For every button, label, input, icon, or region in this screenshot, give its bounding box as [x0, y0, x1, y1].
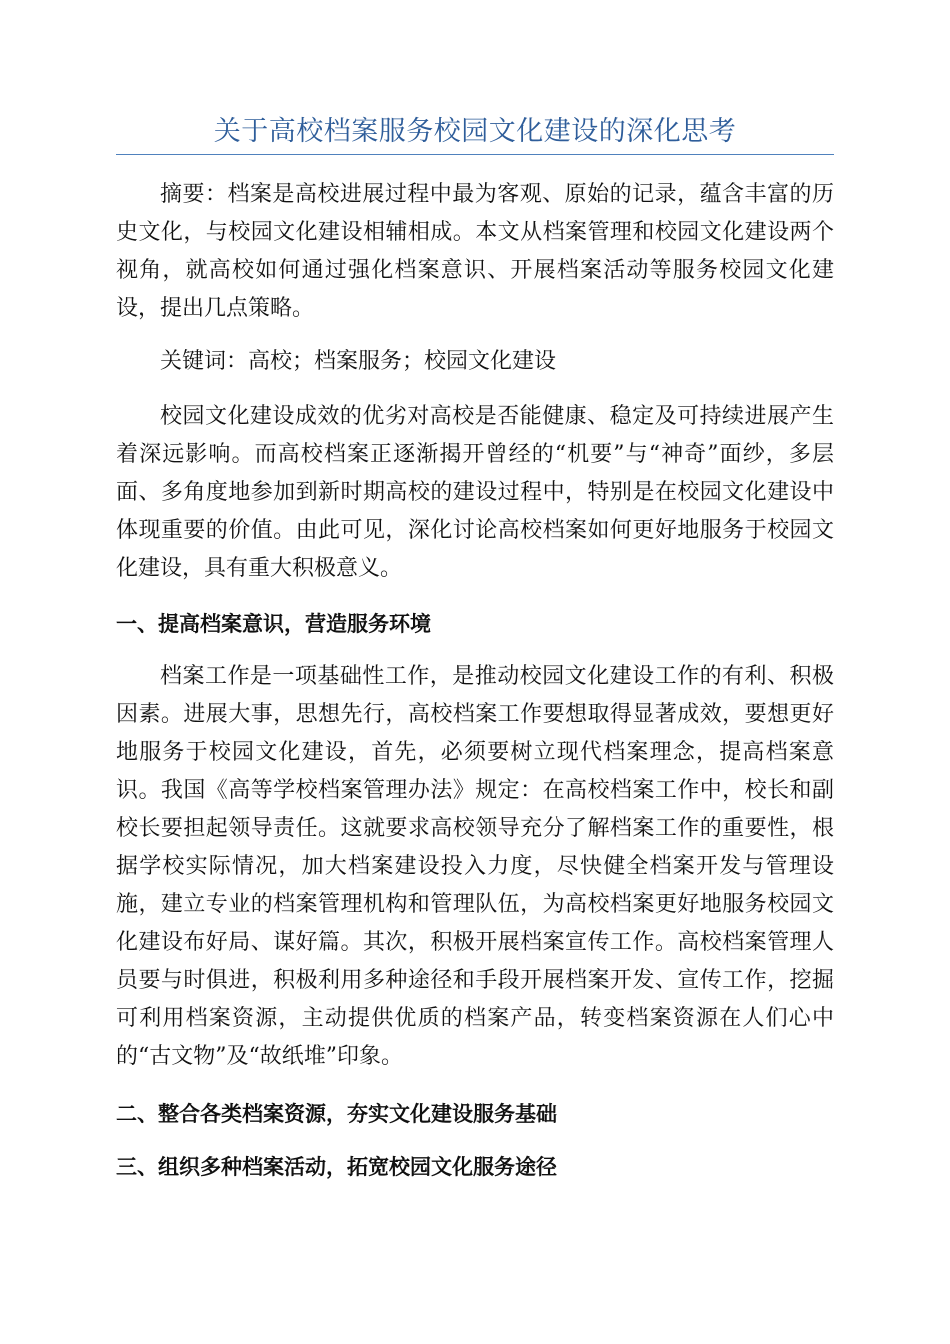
section-3-heading: 三、组织多种档案活动，拓宽校园文化服务途径: [116, 1155, 557, 1179]
section-1-heading: 一、提高档案意识，营造服务环境: [116, 612, 431, 636]
title-block: [116, 112, 834, 155]
abstract-paragraph: 摘要：档案是高校进展过程中最为客观、原始的记录，蕴含丰富的历史文化，与校园文化建设相辅相成。本文从档案管理和校园文化建设两个视角，就高校如何通过强化档案意识、开展档案活动等服务校园文化建设，提出几点策略。: [116, 182, 834, 321]
intro-paragraph: 校园文化建设成效的优劣对高校是否能健康、稳定及可持续进展产生着深远影响。而高校档案正逐渐揭开曾经的“机要”与“神奇”面纱，多层面、多角度地参加到新时期高校的建设过程中，特别是在校园文化建设中体现重要的价值。由此可见，深化讨论高校档案如何更好地服务于校园文化建设，具有重大积极意义。: [116, 404, 834, 581]
section-2-heading: 二、整合各类档案资源，夯实文化建设服务基础: [116, 1102, 557, 1126]
keywords-paragraph: 关键词：高校；档案服务；校园文化建设: [160, 349, 557, 374]
section-1-paragraph: 档案工作是一项基础性工作，是推动校园文化建设工作的有利、积极因素。进展大事，思想先行，高校档案工作要想取得显著成效，要想更好地服务于校园文化建设，首先，必须要树立现代档案理念，提高档案意识。我国《高等学校档案管理办法》规定：在高校档案工作中，校长和副校长要担起领导责任。这就要求高校领导充分了解档案工作的重要性，根据学校实际情况，加大档案建设投入力度，尽快健全档案开发与管理设施，建立专业的档案管理机构和管理队伍，为高校档案更好地服务校园文化建设布好局、谋好篇。其次，积极开展档案宣传工作。高校档案管理人员要与时俱进，积极利用多种途径和手段开展档案开发、宣传工作，挖掘可利用档案资源，主动提供优质的档案产品，转变档案资源在人们心中的“古文物”及“故纸堆”印象。: [116, 664, 834, 1069]
page-title: 关于高校档案服务校园文化建设的深化思考: [213, 116, 737, 147]
